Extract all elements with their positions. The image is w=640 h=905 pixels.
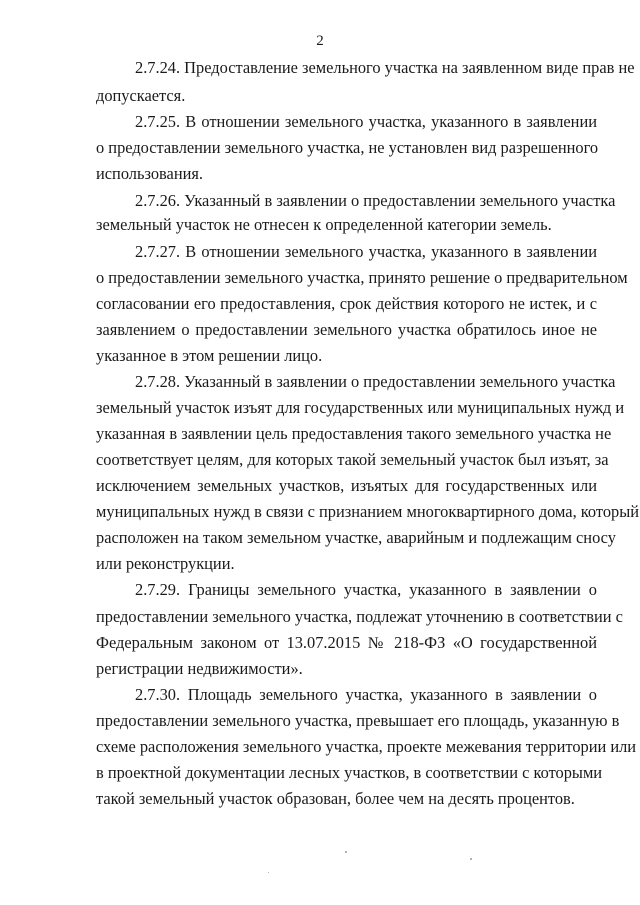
text-line: исключением земельных участков, изъятых для государственных или [96, 476, 597, 495]
scan-speck [470, 858, 472, 860]
text-line: 2.7.24. Предоставление земельного участка на заявленном виде прав не [135, 58, 635, 77]
text-line: использования. [96, 164, 204, 183]
text-line: предоставлении земельного участка, подлежат уточнению в соответствии с [96, 607, 623, 626]
text-line: указанная в заявлении цель предоставления такого земельного участка не [96, 424, 612, 443]
scan-speck [268, 872, 269, 873]
text-line: регистрации недвижимости». [96, 659, 303, 678]
text-line: о предоставлении земельного участка, не установлен вид разрешенного [96, 138, 599, 157]
text-line: 2.7.28. Указанный в заявлении о предоставлении земельного участка [135, 372, 616, 391]
text-line: земельный участок не отнесен к определенной категории земель. [96, 215, 552, 234]
scan-speck [345, 851, 347, 853]
text-line: 2.7.27. В отношении земельного участка, указанного в заявлении [135, 242, 597, 261]
page-number: 2 [316, 33, 324, 49]
text-line: соответствует целям, для которых такой земельный участок был изъят, за [96, 450, 609, 469]
text-line: расположен на таком земельном участке, аварийным и подлежащим сносу [96, 528, 616, 547]
text-line: схеме расположения земельного участка, проекте межевания территории или [96, 737, 637, 756]
text-line: муниципальных нужд в связи с признанием многоквартирного дома, который [96, 502, 640, 521]
text-line: 2.7.26. Указанный в заявлении о предоставлении земельного участка [135, 191, 616, 210]
text-line: 2.7.25. В отношении земельного участка, указанного в заявлении [135, 112, 597, 131]
text-line: согласовании его предоставления, срок действия которого не истек, и с [96, 294, 597, 313]
text-line: земельный участок изъят для государственных или муниципальных нужд и [96, 398, 625, 417]
text-line: указанное в этом решении лицо. [96, 346, 323, 365]
text-line: допускается. [96, 86, 186, 105]
text-line: или реконструкции. [96, 554, 235, 573]
text-line: заявлением о предоставлении земельного участка обратилось иное не [96, 320, 597, 339]
text-line: 2.7.29. Границы земельного участка, указанного в заявлении о [135, 580, 597, 599]
text-line: 2.7.30. Площадь земельного участка, указанного в заявлении о [135, 685, 597, 704]
text-line: в проектной документации лесных участков, в соответствии с которыми [96, 763, 603, 782]
text-line: такой земельный участок образован, более чем на десять процентов. [96, 789, 575, 808]
text-line: о предоставлении земельного участка, принято решение о предварительном [96, 268, 628, 287]
text-line: предоставлении земельного участка, превышает его площадь, указанную в [96, 711, 620, 730]
text-line: Федеральным законом от 13.07.2015 № 218-ФЗ «О государственной [96, 633, 597, 652]
